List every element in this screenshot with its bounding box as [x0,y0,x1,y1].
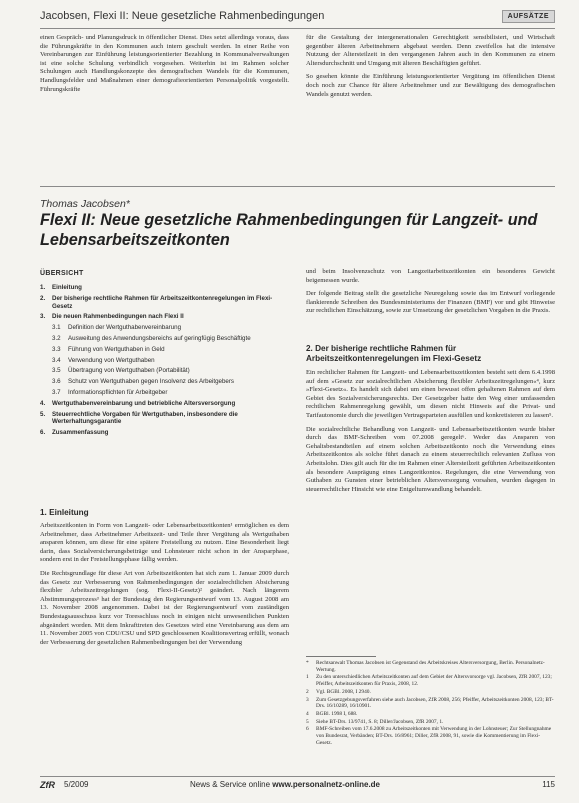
top-right-paragraph: für die Gestaltung der intergenerationalen Gerechtigkeit sensibilisiert, und Wirtschaft gegenüber älteren Arbeitnehmern abgebaut werden. Denn zweifellos hat die intensive Nutzung der Altersteilzeit in den vergangenen Jahren auch in den Kommunen zu einem Altersdurchschnitt und Umgang mit älteren Beschäftigten geführt. [306,34,555,67]
toc-item[interactable] [40,313,275,321]
footnote-text: BMF-Schreiben vom 17.6.2008 zu Arbeitszeitkonten mit Verwendung in der Lohnsteuer; Zur Stellungnahme von Bundesrat, Verbänden; BT-Drs. 16/8961; Diller, ZfR 2008, 91, sowie die Kommentierung im Flexi-Gesetz. [316,726,552,746]
footnote-mark: 2 [306,688,309,695]
top-left-paragraph: einen Gespräch- und Planungsdruck in öffentlicher Dienst. Dies setzt allerdings voraus, dass die Führungskräfte in den Kommunen auch intern geschult werden. In einer Reihe von Vereinbarungen zur Einführung leistungsorientierter Bezahlung in Kommunalverwaltungen ist eine solche Schulung verbindlich vorgesehen. Weiterhin ist im Rahmen solcher Schulungen auch Handlungskonzepte des demografischen Wandels für die Kommunen, Handlungsfelder und Maßnahmen einer demografieorientierten Personalpolitik vorgestellt. Führungskräfte [40,34,289,93]
toc-item-label: Einleitung [52,284,82,291]
toc-item[interactable] [40,335,275,343]
footnote-mark: * [306,660,309,666]
section1-heading: 1. Einleitung [40,508,89,517]
toc-item-number: 1. [40,284,46,291]
toc-item[interactable] [40,378,275,386]
toc-item-label: Die neuen Rahmenbedingungen nach Flexi II [52,313,184,321]
toc-item-label: Übertragung von Wertguthaben (Portabilität) [68,367,190,375]
toc-item-number: 6. [40,429,46,437]
toc-item-label: Ausweitung des Anwendungsbereichs auf geringfügig Beschäftigte [68,334,251,342]
footnote-mark: 5 [306,718,309,725]
footnotes [306,660,555,747]
footer-service-label: News & Service online [190,780,271,789]
toc-item-label: Der bisherige rechtliche Rahmen für Arbeitszeitkontenregelungen im Flexi-Gesetz [52,294,273,310]
toc-item-label: Führung von Wertguthaben in Geld [68,345,165,353]
section-badge: AUFSÄTZE [502,10,555,23]
toc-item-number: 3.4 [52,356,61,364]
issue-number: 5/2009 [64,780,89,789]
toc-item[interactable] [40,357,275,365]
footnote [306,674,555,687]
body-paragraph: Arbeitszeitkonten in Form von Langzeit- oder Lebensarbeitszeitkonten¹ ermöglichen es dem Arbeitnehmer, dass Arbeitnehmer Arbeitszeit- und Teile ihrer Vergütung als Wertguthaben ansparen können, um diese für eine spätere Freistellung zu nutzen. Eine Besonderheit liegt darin, dass Sozialversicherungsbeiträge und Lohnsteuer nicht schon in der Ansparphase, sondern erst in der Freistellungsphase fällig werden. [40,522,289,564]
footer-url-link[interactable]: www.personalnetz-online.de [272,780,380,789]
footnote [306,689,555,696]
article-separator [40,186,555,187]
footnote-mark: 1 [306,674,309,681]
section2-body [306,369,555,499]
footnote-text: Zu den unterschiedlichen Arbeitszeitkonten auf dem Gebiet der Altersvorsorge vgl. Jacobsen, ZfR 2007, 123; Pfeiffer, Arbeitszeitkonten für Praxis, 2008, 12. [316,674,552,688]
toc-item-number: 2. [40,294,46,302]
toc-item-label: Definition der Wertguthabenvereinbarung [68,324,182,332]
toc-item-number: 3. [40,313,46,321]
footnote-separator [306,656,376,657]
toc-item[interactable] [40,295,275,311]
page-number: 115 [542,780,555,789]
footnote-text: Zum Gesetzgebungsverfahren siehe auch Jacobsen, ZfR 2008, 256; Pfeiffer, Arbeitszeitkonten 2008, 123; BT-Drs. 16/10289, 16/10901. [316,696,554,710]
top-right-paragraph: So gesehen könnte die Einführung leistungsorientierter Vergütung im öffentlichen Dienst doch noch zur Chance für ältere Arbeitnehmer und zur Bewältigung des demografischen Wandels genutzt werden. [306,73,555,98]
body-paragraph: Der folgende Beitrag stellt die gesetzliche Neuregelung sowie das im Entwurf vorliegende flankierende Schreiben des Bundesministeriums der Finanzen (BMF) vor und gibt Hinweise zur rechtlichen Einschätzung, sowie zur Umsetzung der gesetzlichen Vorgaben in die Praxis. [306,290,555,315]
footnote [306,711,555,718]
toc-item[interactable] [40,367,275,375]
toc-item-label: Wertguthabenvereinbarung und betriebliche Altersversorgung [52,399,236,407]
toc-item[interactable] [40,389,275,397]
toc-item-number: 3.7 [52,388,61,396]
toc-item-label: Zusammenfassung [52,429,109,437]
footnote-text: Rechtsanwalt Thomas Jacobsen ist Gegenstand des Arbeitskreises Altersversorgung, Berlin. Personalnetz-Wertung. [316,660,545,673]
body-paragraph: Ein rechtlicher Rahmen für Langzeit- und Lebensarbeitszeitkonten besteht seit dem 6.4.1998 auf dem »Gesetz zur sozialrechtlichen Absicherung flexibler Arbeitszeitregelungen«⁴, kurz »Flexi-Gesetz«. Es handelt sich dabei um einen bewusst offen gehaltenen Rahmen auf dem Gebiet des Sozialversicherungsrechts. Der Gesetzgeber hatte den Weg einer umfassenden rechtlichen Rahmenregelung gewählt, um diesen nicht Hinweis auf die Privat- und Tarifautonomie durch die jeweiligen Vertragsparteien ausfüllen und konkretisieren zu lassen⁵. [306,369,555,419]
table-of-contents [40,284,275,440]
running-header [40,8,555,29]
footnote-mark: 4 [306,710,309,717]
section1-body [40,522,289,652]
toc-item-number: 5. [40,410,46,418]
running-title: Jacobsen, Flexi II: Neue gesetzliche Rahmenbedingungen [40,10,325,22]
toc-item[interactable] [40,324,275,332]
footnote [306,726,555,746]
right-intro [306,268,555,321]
toc-item-number: 3.3 [52,345,61,353]
toc-item[interactable] [40,429,275,437]
toc-item[interactable] [40,284,275,292]
toc-item-number: 3.2 [52,334,61,342]
toc-item-label: Informationspflichten für Arbeitgeber [68,388,168,396]
author-name: Thomas Jacobsen* [40,198,130,210]
footnote [306,697,555,710]
footnote [306,660,555,673]
top-left-column [40,34,289,99]
footnote-text: Vgl. BGBl. 2008, I 2940. [316,688,371,695]
toc-item[interactable] [40,400,275,408]
toc-item-label: Schutz von Wertguthaben gegen Insolvenz des Arbeitgebers [68,378,235,386]
section2-heading: 2. Der bisherige rechtliche Rahmen für Arbeitszeitkontenregelungen im Flexi-Gesetz [306,344,482,363]
toc-item-label: Verwendung von Wertguthaben [68,356,155,364]
body-paragraph: und beim Insolvenzschutz von Langzeitarbeitszeitkonten ein besonderes Gewicht beigemessen wurde. [306,268,555,284]
footnote [306,719,555,726]
toc-item-label: Steuerrechtliche Vorgaben für Wertguthaben, insbesondere die Werterhaltungsgarantie [52,410,238,426]
toc-item[interactable] [40,346,275,354]
toc-item-number: 3.1 [52,324,61,332]
article-title: Flexi II: Neue gesetzliche Rahmenbedingungen für Langzeit- und Lebensarbeitszeitkonten [40,211,538,249]
toc-item-number: 3.5 [52,367,61,375]
page-footer [40,776,555,793]
overview-label: ÜBERSICHT [40,270,84,277]
top-right-column [306,34,555,104]
body-paragraph: Die sozialrechtliche Behandlung von Langzeit- und Lebensarbeitszeitkonten wurde bisher durch das BMF-Schreiben vom 07.2008 geregelt⁶. Weder das Ansparen von Gehaltsbestandteilen auf einem solchen Arbeitszeitkonto noch die Verwendung eines Arbeitszeitkontos als solche führt danach zu einem steuerrechtlich relevanten Zufluss von Arbeitslohn. Dies gilt auch für die im Rahmen einer Altersteilzeit geführten Arbeitszeitkonten als besondere Ausprägung eines Langzeitkontos. Regelungen, die eine Verwendung von Guthaben zu Gunsten einer betrieblichen Altersversorgung vorsahen, wurden dagegen in steuerrechtlicher Hinsicht wie eine Entgeltumwandlung behandelt. [306,425,555,493]
footnote-mark: 3 [306,696,309,703]
journal-logo: ZfR [40,780,55,790]
footnote-mark: 6 [306,726,309,733]
toc-item-number: 3.6 [52,378,61,386]
footnote-text: BGBl. 1998 I, 688. [316,710,358,717]
footnote-text: Siehe BT-Drs. 13/9741, S. 8; Diller/Jacobsen, ZfR 2007, 1. [316,718,444,725]
toc-item[interactable] [40,411,275,427]
footer-service-line [190,780,380,789]
body-paragraph: Die Rechtsgrundlage für diese Art von Arbeitszeitkonten hat sich zum 1. Januar 2009 durch das Gesetz zur Verbesserung von Rahmenbedingungen der sozialrechtlichen Absicherung flexibler Arbeitszeitregelungen (sog. Flexi-II-Gesetz)² geändert. Nach längerem Abstimmungsprozess³ hat der Bundestag den Regierungsentwurf vom 13. August 2008 am 13. November 2008 angenommen. Dabei ist der Regierungsentwurf vom zuständigen Bundestagsausschuss kurz vor Toresschluss noch in einigen nicht unwesentlichen Punkten abgeändert worden. Mit dem Inkrafttreten des Gesetzes wird eine Vereinbarung aus dem am 11. November 2005 von CDU/CSU und SPD geschlossenen Koalitionsvertrag erfüllt, wonach der Verbesserung der gesetzlichen Rahmenbedingungen bei der Verwendung [40,569,289,646]
toc-item-number: 4. [40,399,46,407]
